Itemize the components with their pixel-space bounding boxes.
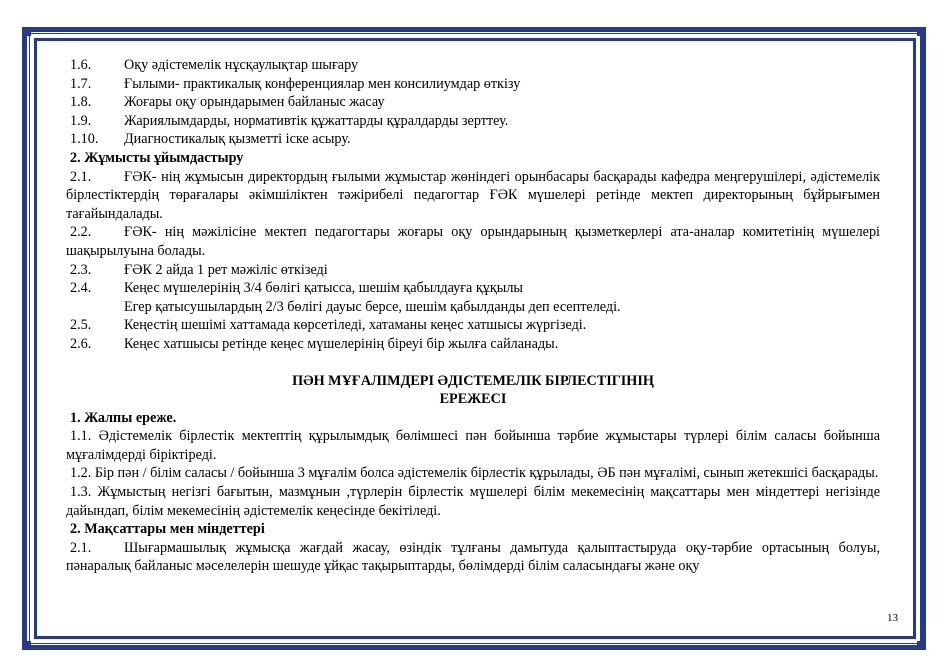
list-item: 1.10. Диагностикалық қызметті іске асыру. xyxy=(70,131,351,148)
paragraph: 2.1. Шығармашылық жұмысқа жағдай жасау, өзіндік тұлғаны дамытуда қалыптастыруда оқу-тәрбие ортасының болуы, пәнаралық байланыс мәселелерін шешуде ұйқас тақырыптарды, бөлімдерді білім саласындағы және оқу xyxy=(66,539,880,575)
document-title: ПӘН МҰҒАЛІМДЕРІ ӘДІСТЕМЕЛІК БІРЛЕСТІГІНІҢ xyxy=(292,372,654,389)
border-corner-bottom-left xyxy=(22,641,31,650)
list-item: 1.8. Жоғары оқу орындарымен байланыс жасау xyxy=(70,94,385,111)
paragraph: 2.1. ҒӘК- нің жұмысын директордың ғылыми жұмыстар жөніндегі орынбасары басқарады кафедра меңгерушілері, әдістемелік бірлестіктердің төрағалары әкімшіліктен тәжірибелі педагогтар ҒӘК мүшелері ретінде мектеп директорының бұйрығымен тағайындалады. xyxy=(66,168,880,222)
list-item: 2.4. Кеңес мүшелерінің 3/4 бөлігі қатысса, шешім қабылдауға құқылы xyxy=(70,280,523,297)
paragraph: 1.3. Жұмыстың негізгі бағытын, мазмұнын ,түрлерін бірлестік мүшелері білім мекемесінің мақсаттары мен міндеттері негізінде дайындап, білім мекемесінің әдістемелік кеңесінде бекітіледі. xyxy=(66,484,880,519)
section-heading: 1. Жалпы ереже. xyxy=(70,409,177,426)
border-corner-top-left xyxy=(22,27,31,36)
section-heading: 2. Мақсаттары мен міндеттері xyxy=(70,521,265,538)
list-item: 1.6. Оқу әдістемелік нұсқаулықтар шығару xyxy=(70,57,359,73)
list-item: 2.5. Кеңестің шешімі хаттамада көрсетіледі, хатаманы кеңес хатшысы жүргізеді. xyxy=(70,317,587,334)
paragraph: 1.2. Бір пән / білім саласы / бойынша 3 мұғалім болса әдістемелік бірлестік құрылады, ӘБ пән мұғалімі, сынып жетекшісі басқарады. xyxy=(70,465,879,482)
border-corner-top-right xyxy=(917,27,926,36)
list-item: 1.9. Жариялымдарды, нормативтік құжаттарды құралдарды зерттеу. xyxy=(70,112,509,129)
page-number: 13 xyxy=(887,612,898,624)
list-item: 2.6. Кеңес хатшысы ретінде кеңес мүшелерінің біреуі бір жылға сайланады. xyxy=(70,335,559,352)
section-heading: 2. Жұмысты ұйымдастыру xyxy=(70,149,244,166)
list-item: 1.7. Ғылыми- практикалық конференциялар мен консилиумдар өткізу xyxy=(70,75,521,92)
border-corner-bottom-right xyxy=(917,641,926,650)
list-item: 2.3. ҒӘК 2 айда 1 рет мәжіліс өткізеді xyxy=(70,261,328,278)
paragraph: 1.1. Әдістемелік бірлестік мектептің құрылымдық бөлімшесі пән бойынша тәрбие жұмыстары түрлері білім саласы бойынша мұғалімдерді біріктіреді. xyxy=(66,428,880,463)
list-item-continuation: Егер қатысушылардың 2/3 бөлігі дауыс берсе, шешім қабылданды деп есептеледі. xyxy=(124,298,621,315)
paragraph: 2.2. ҒӘК- нің мәжілісіне мектеп педагогтары жоғары оқу орындарының қызметкерлері ата-аналар комитетінің мүшелері шақырылуына болады. xyxy=(66,224,880,259)
document-body xyxy=(66,56,880,576)
document-title-line2: ЕРЕЖЕСІ xyxy=(439,391,507,408)
spacer xyxy=(66,354,880,372)
